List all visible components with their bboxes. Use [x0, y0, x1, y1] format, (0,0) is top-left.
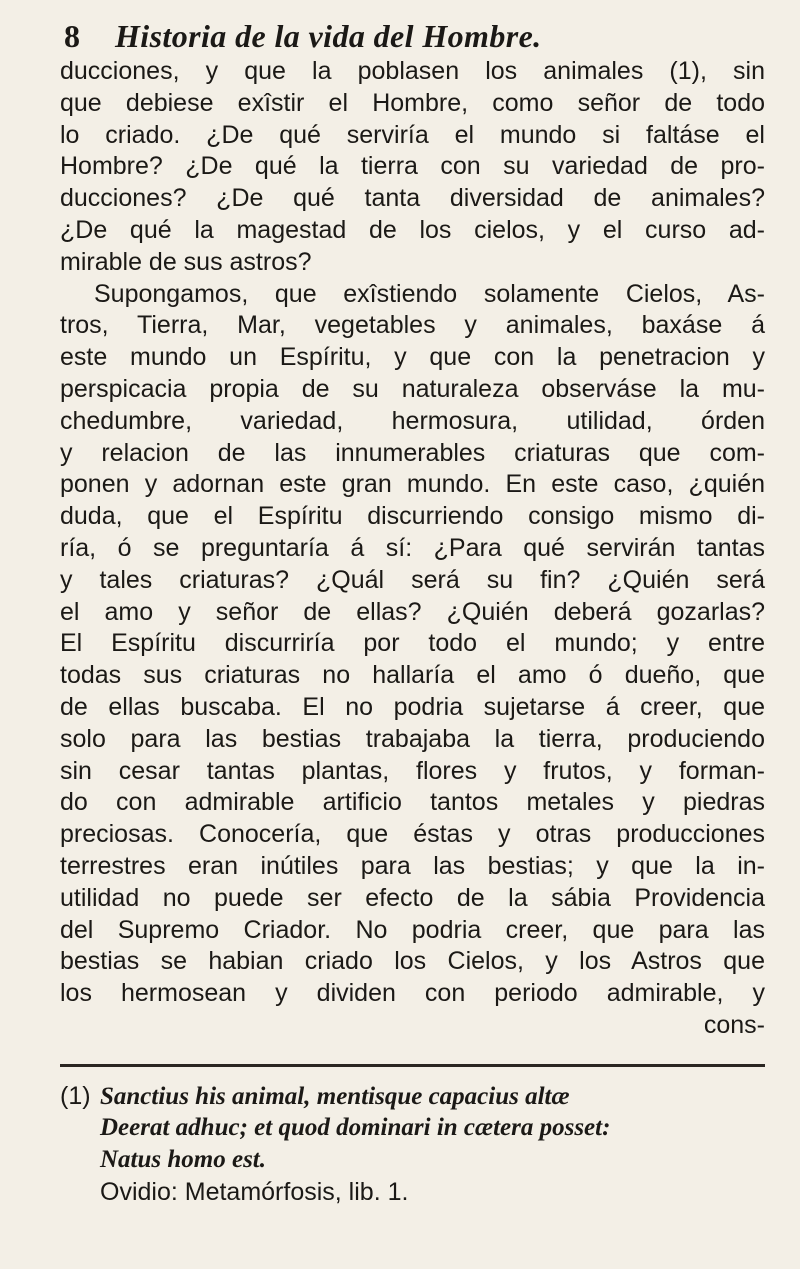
footnote-quote-line: Sanctius his animal, mentisque capacius altæ: [100, 1083, 570, 1110]
text-line: terrestres eran inútiles para las bestias; y que la in-: [60, 851, 765, 880]
footnote-quote-line: Natus homo est.: [100, 1146, 267, 1173]
text-line: lo criado. ¿De qué serviría el mundo si faltáse el: [60, 120, 765, 149]
footnote-source: Ovidio: Metamórfosis, lib. 1.: [100, 1178, 409, 1206]
footnote-line: [60, 1112, 765, 1144]
text-line: los hermosean y dividen con periodo admirable, y: [60, 979, 765, 1008]
text-line: chedumbre, variedad, hermosura, utilidad, órden: [60, 406, 765, 435]
footnote-line: [60, 1144, 765, 1176]
footnote: [60, 1080, 765, 1208]
text-line: perspicacia propia de su naturaleza observáse la mu-: [60, 374, 765, 403]
text-line: este mundo un Espíritu, y que con la penetracion y: [60, 343, 765, 372]
footnote-line: [60, 1080, 765, 1112]
text-line: ducciones, y que la poblasen los animales (1), sin: [60, 57, 765, 85]
footnote-divider: [60, 1064, 765, 1067]
text-line: todas sus criaturas no hallaría el amo ó dueño, que: [60, 661, 765, 690]
footnote-marker: (1): [60, 1082, 91, 1110]
text-line: Hombre? ¿De qué la tierra con su variedad de pro-: [60, 152, 765, 181]
text-line: solo para las bestias trabajaba la tierra, produciendo: [60, 724, 765, 753]
text-line: de ellas buscaba. El no podria sujetarse á creer, que: [60, 692, 765, 721]
text-line: del Supremo Criador. No podria creer, que para las: [60, 915, 765, 944]
text-line: mirable de sus astros?: [60, 247, 312, 276]
running-head: [60, 16, 760, 56]
text-line: do con admirable artificio tantos metales y piedras: [60, 788, 765, 817]
text-line: El Espíritu discurriría por todo el mundo; y entre: [60, 629, 765, 658]
text-line: que debiese exîstir el Hombre, como señor de todo: [60, 88, 765, 117]
text-line: sin cesar tantas plantas, flores y frutos, y forman-: [60, 756, 765, 785]
text-line: el amo y señor de ellas? ¿Quién deberá gozarlas?: [60, 597, 765, 626]
body-text: [60, 56, 765, 1042]
text-line: y tales criaturas? ¿Quál será su fin? ¿Quién será: [60, 565, 765, 594]
footnote-quote-line: Deerat adhuc; et quod dominari in cætera posset:: [100, 1114, 611, 1141]
text-line: ría, ó se preguntaría á sí: ¿Para qué servirán tantas: [60, 533, 765, 562]
running-title: Historia de la vida del Hombre.: [115, 18, 542, 54]
text-line: ¿De qué la magestad de los cielos, y el curso ad-: [60, 215, 765, 244]
text-line: utilidad no puede ser efecto de la sábia Providencia: [60, 883, 765, 912]
catchword: cons-: [703, 1010, 765, 1039]
text-line: tros, Tierra, Mar, vegetables y animales, baxáse á: [60, 311, 765, 340]
text-line: y relacion de las innumerables criaturas que com-: [60, 438, 765, 467]
text-line: ponen y adornan este gran mundo. En este caso, ¿quién: [60, 470, 765, 499]
text-line: bestias se habian criado los Cielos, y los Astros que: [60, 947, 765, 976]
page-number: 8: [64, 18, 80, 54]
text-line: duda, que el Espíritu discurriendo consigo mismo di-: [60, 502, 765, 531]
text-line: ducciones? ¿De qué tanta diversidad de animales?: [60, 184, 765, 213]
text-line: preciosas. Conocería, que éstas y otras producciones: [60, 820, 765, 849]
paragraph-first-line: Supongamos, que exîstiendo solamente Cielos, As-: [94, 279, 765, 308]
